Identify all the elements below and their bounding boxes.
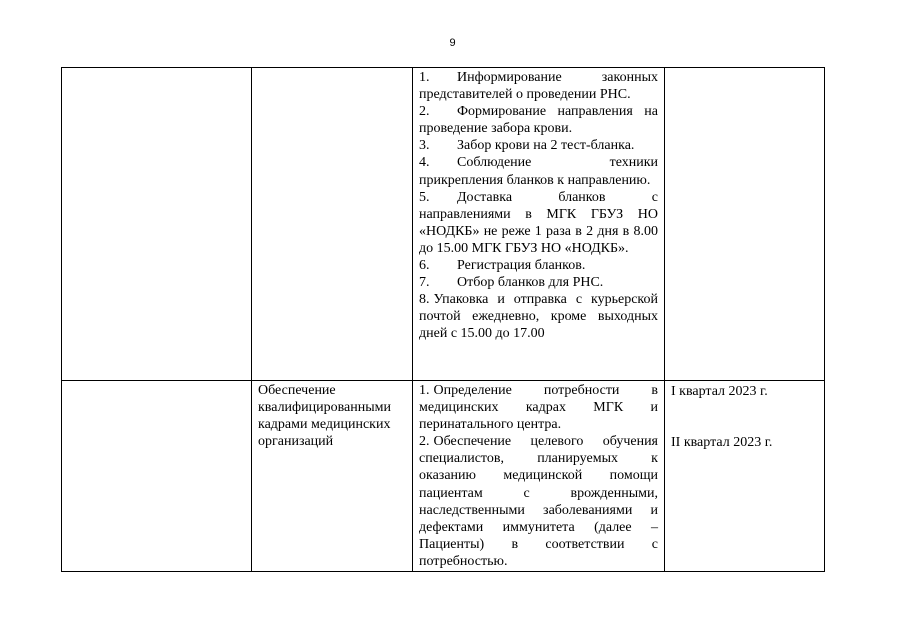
table-row: [62, 68, 825, 381]
task-number: 8.: [419, 292, 430, 308]
empty-cell: [62, 381, 252, 572]
task-number: 2.: [419, 434, 430, 450]
task-text: Информирование законных представителей о проведении РНС.: [419, 70, 658, 103]
task-number: 1.: [419, 383, 430, 398]
task-item: [419, 154, 658, 188]
task-number: 1.: [419, 70, 430, 85]
task-item: [419, 291, 658, 342]
task-number: 4.: [419, 155, 430, 171]
task-item: [419, 69, 658, 103]
task-item: [419, 137, 658, 154]
task-number: 7.: [419, 275, 430, 291]
task-item: [419, 103, 658, 137]
task-item: [419, 257, 658, 274]
task-number: 2.: [419, 104, 430, 120]
deadline-text: I квартал 2023 г.: [671, 384, 768, 399]
task-number: 3.: [419, 138, 430, 154]
task-number: 5.: [419, 189, 430, 205]
empty-cell: [62, 68, 252, 381]
deadline-text: II квартал 2023 г.: [671, 435, 773, 451]
task-text: Упаковка и отправка с курьерской почтой ежедневно, кроме выходных дней с 15.00 до 17.00: [419, 292, 658, 342]
task-item: [419, 382, 658, 433]
task-text: Отбор бланков для РНС.: [457, 275, 604, 291]
task-item: [419, 274, 658, 291]
table-row: [62, 381, 825, 572]
task-text: Определение потребности в медицинских кадрах МГК и перинатального центра.: [419, 383, 658, 433]
task-text: Регистрация бланков.: [457, 258, 586, 274]
task-text: Соблюдение техники прикрепления бланков к направлению.: [419, 155, 658, 188]
task-item: [419, 189, 658, 257]
task-text: Обеспечение целевого обучения специалистов, планируемых к оказанию медицинской помощи пациентам с врожденными, наследственными заболеваниями и дефектами иммунитета (далее – Пациенты) в соответствии с потребностью.: [419, 434, 658, 569]
task-text: Формирование направления на проведение забора крови.: [419, 104, 658, 137]
task-text: Доставка бланков с направлениями в МГК ГБУЗ НО «НОДКБ» не реже 1 раза в 2 дня в 8.00 до 15.00 МГК ГБУЗ НО «НОДКБ».: [419, 189, 658, 256]
dates-cell: [665, 68, 825, 381]
task-text: Забор крови на 2 тест-бланка.: [457, 138, 635, 154]
tasks-cell: [413, 381, 665, 572]
task-item: [419, 433, 658, 570]
page-number: 9: [449, 37, 456, 49]
plan-table: [61, 67, 825, 572]
dates-cell: [665, 381, 825, 572]
direction-cell: [252, 68, 413, 381]
direction-cell: Обеспечение квалифицированными кадрами медицинских организаций: [252, 381, 413, 572]
tasks-cell: [413, 68, 665, 381]
task-number: 6.: [419, 258, 430, 274]
